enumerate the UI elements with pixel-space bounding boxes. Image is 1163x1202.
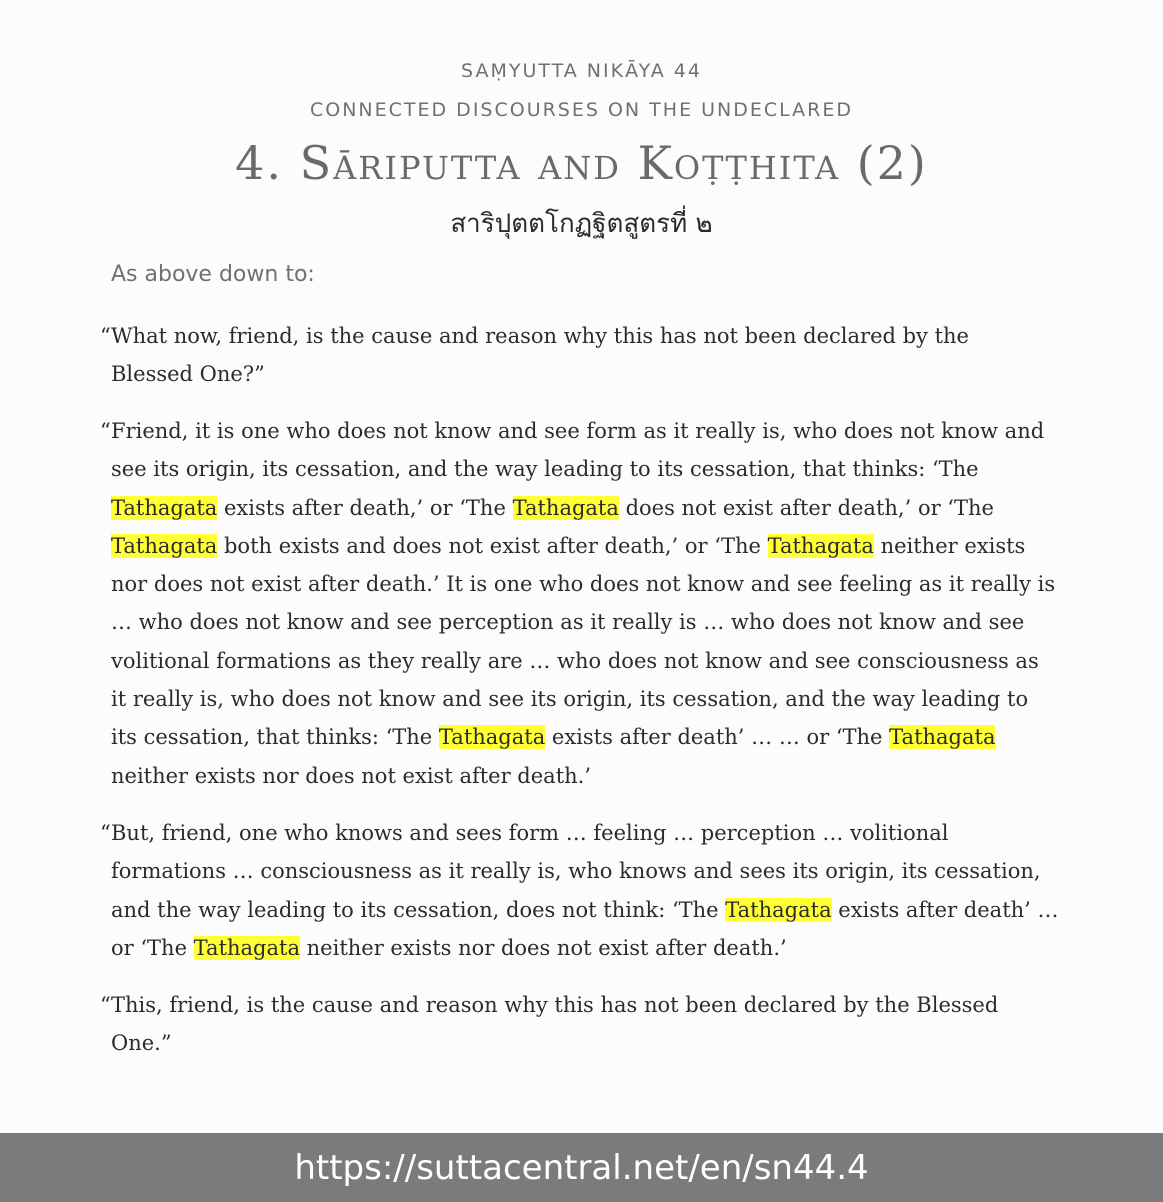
text-segment: Friend, it is one who does not know and see form as it really is, who does not know and	[111, 419, 1045, 443]
paragraph-line	[111, 1024, 1076, 1062]
thai-title: สาริปุตตโกฏฐิตสูตรที่ ๒	[450, 209, 713, 239]
text-segment: it really is, who does not know and see its origin, its cessation, and the way leading to	[111, 687, 1029, 712]
text-segment: exists after death,’ or ‘The	[217, 495, 513, 520]
opening-quote-mark: “	[100, 993, 111, 1017]
sutta-title: 4. Sāriputta and Koṭṭhita (2)	[235, 136, 928, 190]
collection-name: SAṂYUTTA NIKĀYA 44	[461, 60, 702, 82]
highlighted-term: Tathagata	[889, 725, 996, 750]
text-segment: does not exist after death,’ or ‘The	[618, 495, 994, 520]
highlighted-term: Tathagata	[512, 495, 619, 520]
text-segment: or ‘The	[111, 935, 194, 960]
highlighted-term: Tathagata	[111, 533, 218, 558]
text-segment: neither exists nor does not exist after death.’	[111, 763, 592, 788]
paragraph-line	[111, 317, 1076, 355]
paragraph-line	[111, 489, 1076, 527]
text-segment: This, friend, is the cause and reason why this has not been declared by the Blessed	[111, 993, 999, 1017]
collection-subtitle: CONNECTED DISCOURSES ON THE UNDECLARED	[309, 99, 853, 121]
paragraph-line	[111, 986, 1076, 1024]
paragraph-line	[111, 355, 1076, 393]
paragraph-line	[111, 603, 1076, 641]
paragraph-2	[100, 412, 1076, 795]
paragraph-line	[111, 891, 1076, 929]
paragraph-line	[111, 642, 1076, 680]
paragraph-line	[111, 450, 1076, 488]
text-segment: volitional formations as they really are … who does not know and see consciousness as	[111, 648, 1039, 673]
highlighted-term: Tathagata	[193, 935, 300, 960]
text-segment: … who does not know and see perception as it really is … who does not know and see	[111, 610, 1025, 635]
paragraph-3	[100, 814, 1076, 967]
highlighted-term: Tathagata	[438, 725, 546, 750]
paragraph-line	[111, 565, 1076, 603]
opening-quote-mark: “	[100, 419, 111, 443]
opening-quote-mark: “	[100, 324, 111, 348]
text-segment: neither exists nor does not exist after death.’	[299, 935, 787, 960]
highlighted-term: Tathagata	[725, 897, 832, 922]
opening-quote-mark: “	[100, 821, 111, 845]
text-segment: Blessed One?”	[111, 362, 265, 387]
text-segment: and the way leading to its cessation, does not think: ‘The	[111, 897, 726, 922]
text-segment: neither exists	[873, 533, 1026, 558]
text-segment: But, friend, one who knows and sees form … feeling … perception … volitional	[111, 821, 949, 845]
text-segment: exists after death’ …	[831, 897, 1059, 922]
abbreviation-note: As above down to:	[111, 262, 315, 287]
text-segment: exists after death’ … … or ‘The	[545, 725, 890, 750]
highlighted-term: Tathagata	[111, 495, 218, 520]
paragraph-line	[111, 680, 1076, 718]
source-url-link[interactable]: https://suttacentral.net/en/sn44.4	[294, 1147, 869, 1188]
paragraph-line	[111, 814, 1076, 852]
paragraph-line	[111, 527, 1076, 565]
text-segment: One.”	[111, 1031, 172, 1056]
text-segment: both exists and does not exist after death,’ or ‘The	[217, 533, 768, 558]
paragraph-4	[100, 986, 1076, 1063]
text-segment: its cessation, that thinks: ‘The	[111, 725, 439, 750]
paragraph-1	[100, 317, 1076, 394]
paragraph-line	[111, 757, 1076, 795]
paragraph-line	[111, 412, 1076, 450]
text-segment: What now, friend, is the cause and reason why this has not been declared by the	[111, 324, 969, 348]
paragraph-line	[111, 852, 1076, 890]
text-segment: see its origin, its cessation, and the way leading to its cessation, that thinks: ‘The	[111, 457, 979, 482]
paragraph-line	[111, 718, 1076, 756]
text-segment: nor does not exist after death.’ It is one who does not know and see feeling as it really is	[111, 572, 1056, 597]
highlighted-term: Tathagata	[767, 533, 874, 558]
paragraph-line	[111, 929, 1076, 967]
text-segment: formations … consciousness as it really is, who knows and sees its origin, its cessation,	[111, 859, 1041, 884]
footer-bar	[0, 1133, 1163, 1202]
